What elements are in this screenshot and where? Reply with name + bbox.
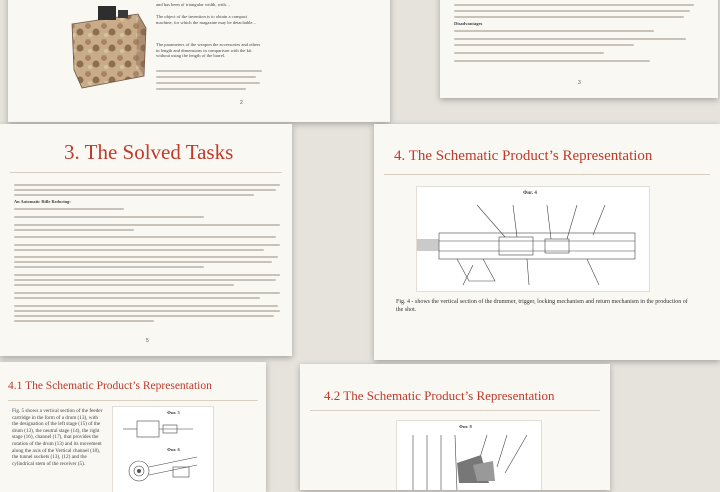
slide-title: 4.1 The Schematic Product’s Representation <box>8 380 212 392</box>
slide-title: 3. The Solved Tasks <box>64 140 234 164</box>
slide-top-right <box>440 0 718 98</box>
figure-label: Фиг. 8 <box>459 424 472 429</box>
rifle-photo <box>68 6 148 94</box>
slide-top-left <box>8 0 390 122</box>
figure-label-b: Фиг. 6 <box>167 447 180 452</box>
schematic-lines <box>417 187 649 291</box>
slide-snippet-1: and has been of triangular width, with… <box>156 2 231 7</box>
disadvantages-label: Disadvantages <box>454 21 483 26</box>
figure-caption: Fig. 4 - shows the vertical section of the drummer, trigger, locking mechanism and return mechanism in the production of the shot. <box>396 299 688 313</box>
page-number: 2 <box>240 100 243 106</box>
slide-title: 4. The Schematic Product’s Representation <box>394 148 653 164</box>
page-number: 3 <box>578 80 581 86</box>
figure-5-6-drawing <box>112 406 214 492</box>
body-text: Fig. 5 shows a vertical section of the feeder cartridge in the form of a drum (13), with the designation of the left stage (15) of the drum (13), the neutral stage (14), the right stage (16), channel (17), that provides the rotation of the drum (13) and its movement along the axis of the Vertical channel (18), the tunnel sockets (13), (12) and the cylindrical stem of the receiver (5). <box>12 408 103 467</box>
rifle-camo-image <box>68 6 148 94</box>
subheading: An Automatic Rifle Reducing: <box>14 199 71 204</box>
figure-label: Фиг. 4 <box>523 191 537 196</box>
slide-title: 4.2 The Schematic Product’s Representation <box>324 388 555 403</box>
slide-snippet-2: The object of the invention is to obtain a compact machine, for which the magazine may be detachable... <box>156 14 256 25</box>
slide-schematic-4-1 <box>0 362 266 492</box>
slide-schematic-4-2 <box>300 364 610 490</box>
schematic-lines <box>113 407 213 492</box>
figure-label-a: Фиг. 5 <box>167 410 180 415</box>
figure-4-drawing <box>416 186 650 292</box>
slide-schematic <box>374 124 720 360</box>
slide-snippet-3: The parameters of the weapon the accessories and others in length and dimensions in comparison with the kit without using the length of the barrel. <box>156 42 261 59</box>
slide-solved-tasks <box>0 124 292 356</box>
page-number: 5 <box>146 338 149 344</box>
